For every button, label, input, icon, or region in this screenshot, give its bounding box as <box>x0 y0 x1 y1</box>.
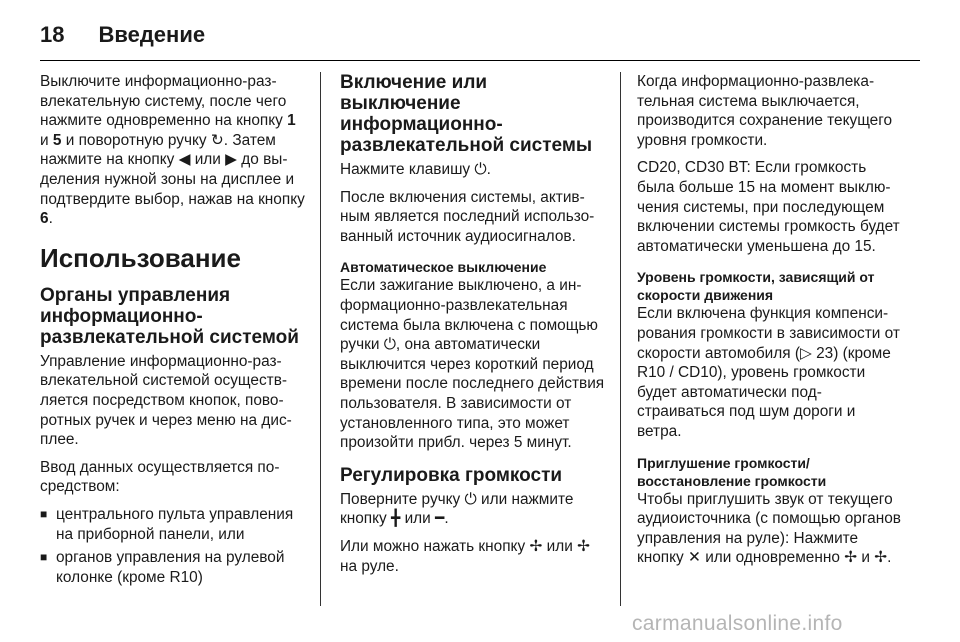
header-rule <box>40 60 920 61</box>
volume-text: Поверните ручку <box>340 490 465 508</box>
list-item-text: центрального пульта управления на приборной панели, или <box>56 505 294 543</box>
intro-text: и поворотную ручку <box>61 131 211 149</box>
volume-down-icon: ✢ <box>874 548 888 567</box>
arrow-right-icon: ▶ <box>225 150 238 169</box>
steering-volume-paragraph <box>340 537 606 576</box>
rotary-knob-icon: ↻ <box>210 130 224 149</box>
power-knob-icon: ⏻ <box>474 160 487 178</box>
list-item-text: органов управления на рулевой колонке (кроме R10) <box>56 549 285 586</box>
volume-text: или <box>542 537 578 555</box>
volume-heading: Регулировка громкости <box>340 464 563 486</box>
volume-text: на руле. <box>340 557 399 575</box>
mute-paragraph <box>637 490 903 568</box>
column-left <box>40 72 306 591</box>
startup-volume-paragraph: CD20, CD30 BT: Если громкость была больше 15 на момент выключения системы, при последующем включении системы громкость будет автоматически уменьшена до 15. <box>637 159 900 255</box>
key-6-label: 6 <box>40 210 49 228</box>
column-right <box>637 72 903 576</box>
power-text: Нажмите клавишу <box>340 161 475 178</box>
volume-up-icon: ✢ <box>844 548 858 567</box>
page-number: 18 <box>40 22 65 47</box>
mute-text: Чтобы приглушить звук от текущего аудиоисточника (с помощью органов управления на руле): Нажмите кнопку <box>637 490 901 567</box>
save-volume-paragraph: Когда информационно-развлекательная система выключается, производится сохранение текущего уровня громкости. <box>637 73 893 149</box>
power-knob-icon: ⏻ <box>464 489 477 508</box>
volume-paragraph <box>340 490 606 529</box>
chapter-title: Введение <box>98 22 206 47</box>
intro-text: . Затем нажмите на кнопку <box>40 131 276 169</box>
arrow-left-icon: ◀ <box>178 150 191 169</box>
volume-text: . <box>444 510 449 528</box>
column-divider <box>320 72 321 606</box>
volume-up-icon: ✢ <box>529 536 543 555</box>
volume-text: или нажмите кнопку <box>340 490 574 528</box>
intro-text: Выключите информационно-развлекательную систему, после чего нажмите одновременно на кнопку <box>40 73 288 130</box>
intro-text: или <box>190 151 226 169</box>
power-paragraph <box>340 160 606 180</box>
minus-icon: ━ <box>435 509 445 528</box>
watermark: carmanualsonline.info <box>632 612 843 635</box>
bullet-icon: ■ <box>40 506 48 521</box>
intro-paragraph <box>40 72 306 229</box>
intro-text: до выделения нужной зоны на дисплее и подтвердите выбор, нажав на кнопку <box>40 151 305 208</box>
mute-text: . <box>887 549 892 567</box>
intro-text: . <box>48 210 53 228</box>
list-item <box>40 548 306 587</box>
mute-text: и <box>857 549 875 567</box>
controls-paragraph: Управление информационно-развлекательной системой осуществляется посредством кнопок, поворотных ручек и через меню на дисплее. <box>40 352 292 449</box>
auto-off-heading: Автоматическое выключение <box>340 259 547 276</box>
volume-text: или <box>400 510 436 528</box>
input-methods-list <box>40 505 306 587</box>
key-1-label: 1 <box>287 112 296 130</box>
power-text: . <box>486 161 491 178</box>
controls-heading: Органы управления информационно-развлекательной системой <box>40 284 299 348</box>
intro-text: и <box>40 131 53 149</box>
speed-volume-paragraph <box>637 304 903 441</box>
page-header <box>40 18 920 52</box>
column-middle <box>340 72 606 584</box>
speed-text: Если включена функция компенсирования громкости в зависимости от скорости автомобиля ( <box>637 305 900 362</box>
page-reference-icon: ▷ <box>800 343 812 362</box>
mute-text: или одновременно <box>700 549 845 567</box>
column-divider <box>620 72 621 606</box>
power-paragraph-2: После включения системы, активным является последний использованный источник аудиосигналов. <box>340 188 595 245</box>
speed-volume-heading: Уровень громкости, зависящий от скорости движения <box>637 269 875 304</box>
volume-down-icon: ✢ <box>577 536 590 555</box>
mute-icon: ✕ <box>688 548 701 567</box>
bullet-icon: ■ <box>40 550 48 565</box>
auto-off-paragraph <box>340 276 606 452</box>
section-title: Использование <box>40 242 241 273</box>
input-paragraph: Ввод данных осуществляется посредством: <box>40 458 280 496</box>
list-item <box>40 505 306 544</box>
speed-text: 23) (кроме R10 / CD10), уровень громкости будет автоматически подстраиваться под шум дороги и ветра. <box>637 344 891 440</box>
mute-heading: Приглушение громкости/ восстановление громкости <box>637 454 827 489</box>
key-5-label: 5 <box>52 131 62 149</box>
plus-icon: ╋ <box>391 509 401 528</box>
auto-off-text: , она автоматически выключится через короткий период времени после последнего действия пользователя. В зависимости от установленного типа, это может произойти прибл. через 5 минут. <box>340 336 605 452</box>
power-knob-icon: ⏻ <box>383 335 396 354</box>
power-heading: Включение или выключение информационно-развлекательной системы <box>340 72 593 156</box>
auto-off-text: Если зажигание выключено, а информационно-развлекательная система была включена с помощью ручки <box>340 277 598 354</box>
volume-text: Или можно нажать кнопку <box>340 537 530 555</box>
